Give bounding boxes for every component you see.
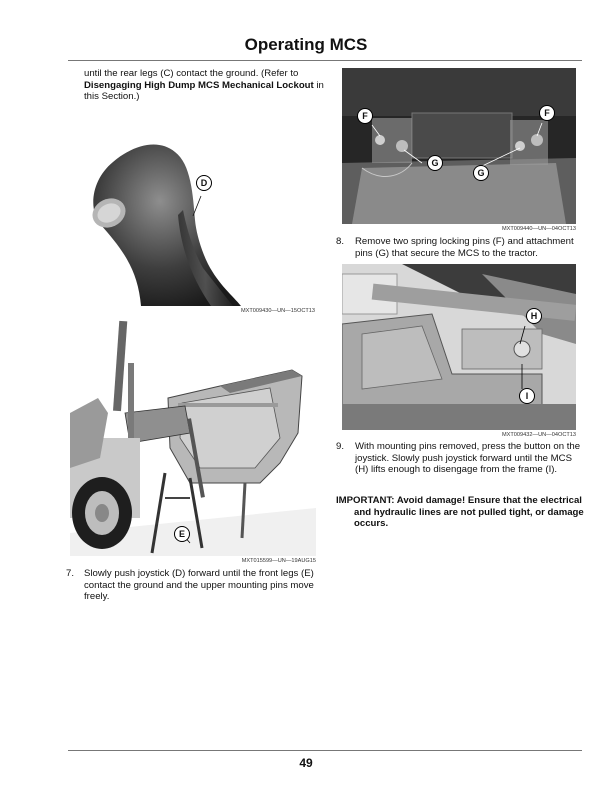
step-8-text: Remove two spring locking pins (F) and attachment pins (G) that secure the MCS to the tractor.: [355, 236, 574, 259]
pins-figure: [342, 68, 576, 224]
callout-e: E: [174, 526, 190, 542]
step-number: 8.: [336, 236, 345, 247]
callout-h: H: [526, 308, 542, 324]
step-9-text: With mounting pins removed, press the button on the joystick. Slowly push joystick forward until the MCS (H) lifts enough to disengage from the frame (I).: [355, 441, 581, 476]
page-number: 49: [299, 756, 313, 770]
header-rule: [68, 60, 582, 61]
callout-g-right: G: [473, 165, 489, 181]
figure-caption: MXT009432—UN—04OCT13: [502, 432, 576, 438]
callout-f-right: F: [539, 105, 555, 121]
figure-caption: MXT015599—UN—19AUG15: [241, 558, 316, 564]
frame-figure: [342, 264, 576, 430]
intro-text: until the rear legs (C) contact the ground. (Refer to: [84, 68, 299, 79]
figure-caption: MXT009430—UN—15OCT13: [241, 308, 315, 314]
step-7-text: Slowly push joystick (D) forward until the front legs (E) contact the ground and the upper mounting pins move freely.: [84, 568, 314, 603]
intro-reference: Disengaging High Dump MCS Mechanical Lockout: [84, 79, 314, 91]
joystick-figure: [83, 140, 315, 306]
important-text: Avoid damage! Ensure that the electrical and hydraulic lines are not pulled tight, or damage occurs.: [354, 495, 584, 530]
step-number: 7.: [66, 568, 75, 579]
figure-caption: MXT009440—UN—04OCT13: [502, 226, 576, 232]
callout-g-left: G: [427, 155, 443, 171]
footer-rule: [68, 750, 582, 751]
callout-i: I: [519, 388, 535, 404]
intro-text-end: in this Section.): [84, 79, 324, 103]
intro-paragraph: [84, 68, 324, 103]
step-number: 9.: [336, 441, 345, 452]
callout-d: D: [196, 175, 212, 191]
important-notice: [336, 495, 594, 530]
important-label: IMPORTANT:: [336, 495, 395, 506]
tractor-mcs-figure: [70, 318, 316, 556]
page-title: Operating MCS: [244, 35, 368, 54]
callout-f-left: F: [357, 108, 373, 124]
